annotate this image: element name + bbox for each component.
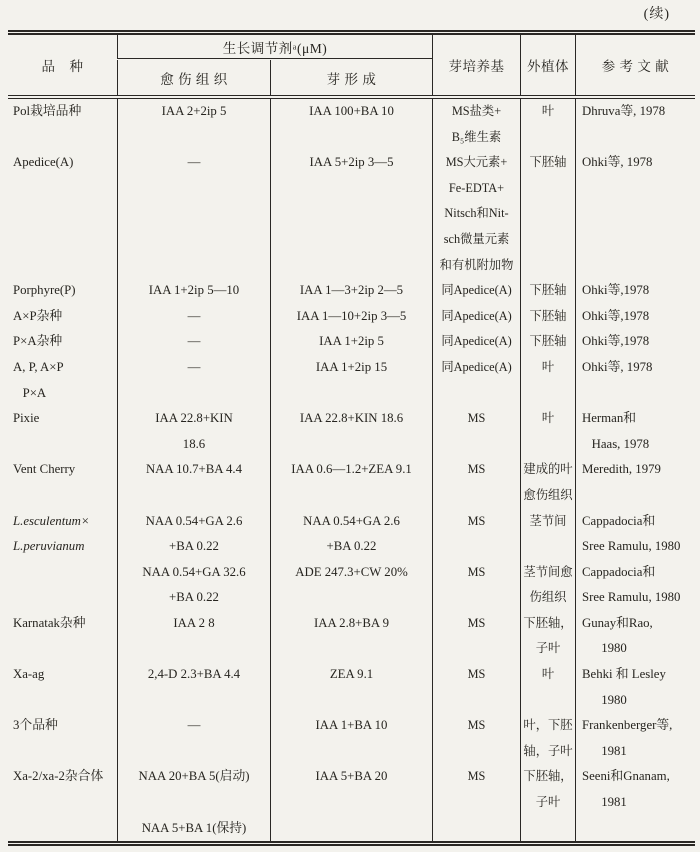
table-row: [8, 611, 695, 637]
table-cell: MS大元素+: [432, 150, 520, 176]
table-cell: ZEA 9.1: [270, 662, 432, 688]
table-cell: 下胚轴: [520, 304, 575, 330]
table-cell: [117, 636, 270, 662]
table-cell: [8, 253, 117, 279]
table-cell: Dhruva等, 1978: [575, 99, 695, 125]
table-cell: 2,4-D 2.3+BA 4.4: [117, 662, 270, 688]
table-cell: IAA 2+2ip 5: [117, 99, 270, 125]
table-row: [8, 816, 695, 842]
table-cell: 下胚轴，: [520, 764, 575, 790]
table-cell: ADE 247.3+CW 20%: [270, 560, 432, 586]
table-cell: [8, 176, 117, 202]
table-body: [8, 99, 695, 841]
table-cell: IAA 22.8+KIN 18.6: [270, 406, 432, 432]
table-row: [8, 201, 695, 227]
table-cell: Porphyre(P): [13, 283, 76, 298]
table-cell: Sree Ramulu, 1980: [575, 534, 695, 560]
table-cell: 叶: [520, 99, 575, 125]
table-row: [8, 381, 695, 407]
table-cell: —: [117, 304, 270, 330]
table-cell: NAA 0.54+GA 2.6: [117, 509, 270, 535]
table-cell: 同Apedice(A): [432, 278, 520, 304]
table-cell: Ohki等,1978: [575, 278, 695, 304]
table-cell: 18.6: [117, 432, 270, 458]
table-cell: [117, 790, 270, 816]
table-cell: [270, 381, 432, 407]
table-cell: +BA 0.22: [270, 534, 432, 560]
table-cell: Meredith, 1979: [575, 457, 695, 483]
table-cell: [432, 790, 520, 816]
table-cell: IAA 22.8+KIN: [117, 406, 270, 432]
table-row: [8, 432, 695, 458]
table-cell: [8, 816, 117, 842]
table-cell: [8, 585, 117, 611]
table-cell: 下胚轴: [520, 329, 575, 355]
table-cell: 同Apedice(A): [432, 304, 520, 330]
table-cell: [432, 688, 520, 714]
table-cell: Nitsch和Nit-: [432, 201, 520, 227]
table-cell: L.peruvianum: [13, 539, 85, 554]
table-cell: Ohki等,1978: [575, 329, 695, 355]
table-cell: [575, 125, 695, 151]
header-explant: 外植体: [520, 35, 575, 95]
table-row: [8, 688, 695, 714]
table-cell: P×A杂种: [13, 334, 63, 349]
continued-marker: (续): [643, 7, 670, 22]
table-row: [8, 534, 695, 560]
table-cell: Haas, 1978: [575, 432, 695, 458]
table-cell: [117, 381, 270, 407]
table-cell: [117, 125, 270, 151]
table-cell: [270, 790, 432, 816]
table-cell: IAA 0.6—1.2+ZEA 9.1: [270, 457, 432, 483]
table-cell: [432, 432, 520, 458]
table-cell: [270, 688, 432, 714]
table-cell: Sree Ramulu, 1980: [575, 585, 695, 611]
table-cell: Frankenberger等,: [575, 713, 695, 739]
table-cell: [520, 534, 575, 560]
table-row: [8, 253, 695, 279]
table-cell: [8, 560, 117, 586]
table-cell: Gunay和Rao,: [575, 611, 695, 637]
table-cell: [575, 381, 695, 407]
table-cell: 愈伤组织: [520, 483, 575, 509]
table-cell: [270, 125, 432, 151]
table-row: [8, 483, 695, 509]
header-shoot-medium: 芽培养基: [432, 35, 520, 95]
table-row: [8, 509, 695, 535]
table-cell: 子叶: [520, 790, 575, 816]
table-cell: IAA 2.8+BA 9: [270, 611, 432, 637]
table-row: [8, 636, 695, 662]
table-cell: 同Apedice(A): [432, 329, 520, 355]
table-cell: [432, 739, 520, 765]
table-cell: [8, 688, 117, 714]
table-cell: Cappadocia和: [575, 509, 695, 535]
table-row: [8, 355, 695, 381]
table-cell: NAA 10.7+BA 4.4: [117, 457, 270, 483]
table-cell: IAA 1—3+2ip 2—5: [270, 278, 432, 304]
header-references: 参 考 文 献: [575, 35, 695, 95]
table-cell: Fe-EDTA+: [432, 176, 520, 202]
table-cell: Pol栽培品种: [13, 104, 82, 118]
table-cell: 1981: [575, 790, 695, 816]
table-cell: 建成的叶: [520, 457, 575, 483]
table-cell: [8, 432, 117, 458]
table-cell: 下胚轴，: [520, 611, 575, 637]
table-row: [8, 304, 695, 330]
table-cell: MS: [432, 560, 520, 586]
table-cell: [117, 201, 270, 227]
table-cell: [575, 483, 695, 509]
table-cell: [270, 739, 432, 765]
table-cell: MS: [432, 457, 520, 483]
table-cell: +BA 0.22: [117, 585, 270, 611]
table-row: [8, 790, 695, 816]
table-cell: IAA 5+2ip 3—5: [270, 150, 432, 176]
table-cell: [520, 201, 575, 227]
table-header: [8, 35, 695, 99]
table-cell: —: [117, 713, 270, 739]
table-cell: [520, 227, 575, 253]
table-cell: Karnatak杂种: [13, 615, 86, 630]
table-cell: [117, 688, 270, 714]
table-row: [8, 329, 695, 355]
table-cell: 下胚轴: [520, 150, 575, 176]
table-cell: [117, 176, 270, 202]
table-cell: [8, 790, 117, 816]
table-row: [8, 406, 695, 432]
table-cell: NAA 5+BA 1(保持): [117, 816, 270, 842]
table-cell: NAA 0.54+GA 32.6: [117, 560, 270, 586]
table-cell: 同Apedice(A): [432, 355, 520, 381]
table-cell: 和有机附加物: [432, 253, 520, 279]
table-cell: [270, 176, 432, 202]
table-cell: —: [117, 150, 270, 176]
table-cell: [575, 816, 695, 842]
table-cell: [520, 432, 575, 458]
table-cell: MS: [432, 406, 520, 432]
table-cell: IAA 1—10+2ip 3—5: [270, 304, 432, 330]
table-cell: 叶，下胚: [520, 713, 575, 739]
table-cell: [270, 201, 432, 227]
table-cell: 叶: [520, 406, 575, 432]
table-row: [8, 99, 695, 125]
table-cell: 叶: [520, 355, 575, 381]
table-cell: MS: [432, 509, 520, 535]
table-cell: Behki 和 Lesley: [575, 662, 695, 688]
table-cell: Cappadocia和: [575, 560, 695, 586]
table-cell: IAA 100+BA 10: [270, 99, 432, 125]
table-cell: [575, 253, 695, 279]
table-cell: [432, 816, 520, 842]
table-cell: Ohki等,1978: [575, 304, 695, 330]
table-cell: Pixie: [13, 411, 40, 426]
table-cell: IAA 1+2ip 5—10: [117, 278, 270, 304]
table-cell: B₅维生素: [432, 125, 520, 151]
table-cell: sch微量元素: [432, 227, 520, 253]
table-cell: MS: [432, 764, 520, 790]
table-row: [8, 278, 695, 304]
table-cell: +BA 0.22: [117, 534, 270, 560]
table-cell: [270, 253, 432, 279]
table-row: [8, 176, 695, 202]
table-cell: [432, 381, 520, 407]
table-row: [8, 764, 695, 790]
table-cell: [270, 432, 432, 458]
table-cell: [432, 636, 520, 662]
table-cell: [432, 585, 520, 611]
table-cell: MS: [432, 713, 520, 739]
table-cell: 伤组织: [520, 585, 575, 611]
table-cell: IAA 1+2ip 5: [270, 329, 432, 355]
table-cell: [520, 688, 575, 714]
table-cell: NAA 20+BA 5(启动): [117, 764, 270, 790]
table-cell: [432, 534, 520, 560]
header-variety: 品 种: [41, 59, 84, 74]
header-shoot-formation: 芽 形 成: [270, 60, 432, 95]
table-cell: 茎节间愈: [520, 560, 575, 586]
table-cell: [117, 739, 270, 765]
table-cell: [8, 125, 117, 151]
table-cell: L.esculentum×: [13, 513, 90, 528]
table-cell: 茎节间: [520, 509, 575, 535]
table-cell: [520, 253, 575, 279]
table-cell: 1980: [575, 636, 695, 662]
header-growth-regulator: 生长调节剂ᵃ(μM): [117, 35, 432, 59]
table-cell: [8, 227, 117, 253]
table-cell: 子叶: [520, 636, 575, 662]
table-row: [8, 457, 695, 483]
table-cell: 叶: [520, 662, 575, 688]
table-row: [8, 585, 695, 611]
table-row: [8, 713, 695, 739]
table-cell: Herman和: [575, 406, 695, 432]
table-cell: 1980: [575, 688, 695, 714]
table-cell: Ohki等, 1978: [575, 355, 695, 381]
table-cell: —: [117, 355, 270, 381]
table-cell: MS: [432, 611, 520, 637]
table-cell: 轴，子叶: [520, 739, 575, 765]
table-cell: Xa-2/xa-2杂合体: [13, 769, 104, 784]
table-cell: MS盐类+: [432, 99, 520, 125]
table-cell: [8, 739, 117, 765]
table-row: [8, 560, 695, 586]
table-cell: [270, 816, 432, 842]
table-cell: IAA 5+BA 20: [270, 764, 432, 790]
table-cell: [117, 253, 270, 279]
table-cell: [520, 125, 575, 151]
table-cell: 下胚轴: [520, 278, 575, 304]
table-cell: 3个品种: [13, 718, 58, 733]
table-cell: [575, 201, 695, 227]
table-cell: IAA 1+BA 10: [270, 713, 432, 739]
table-cell: IAA 1+2ip 15: [270, 355, 432, 381]
table-row: [8, 227, 695, 253]
table-cell: A×P杂种: [13, 308, 63, 323]
table-cell: [270, 227, 432, 253]
table-row: [8, 662, 695, 688]
table-cell: [520, 381, 575, 407]
table-cell: [117, 227, 270, 253]
table-cell: [8, 483, 117, 509]
table-cell: [575, 176, 695, 202]
table-cell: [520, 176, 575, 202]
table-cell: A, P, A×P: [13, 359, 64, 374]
table-cell: Seeni和Gnanam,: [575, 764, 695, 790]
table-cell: Vent Cherry: [13, 462, 76, 477]
table-row: [8, 125, 695, 151]
table-cell: [8, 201, 117, 227]
table-cell: [117, 483, 270, 509]
tissue-culture-table: [8, 30, 695, 846]
table-cell: Xa-ag: [13, 667, 45, 682]
table-cell: [270, 585, 432, 611]
table-cell: IAA 2 8: [117, 611, 270, 637]
table-cell: Apedice(A): [13, 155, 74, 170]
table-cell: [270, 636, 432, 662]
table-cell: [432, 483, 520, 509]
table-cell: P×A: [13, 385, 47, 400]
table-cell: 1981: [575, 739, 695, 765]
table-cell: NAA 0.54+GA 2.6: [270, 509, 432, 535]
table-cell: [270, 483, 432, 509]
table-row: [8, 739, 695, 765]
header-callus: 愈 伤 组 织: [117, 60, 270, 95]
table-cell: MS: [432, 662, 520, 688]
table-row: [8, 150, 695, 176]
table-cell: Ohki等, 1978: [575, 150, 695, 176]
table-cell: —: [117, 329, 270, 355]
table-cell: [520, 816, 575, 842]
table-cell: [575, 227, 695, 253]
table-cell: [8, 636, 117, 662]
